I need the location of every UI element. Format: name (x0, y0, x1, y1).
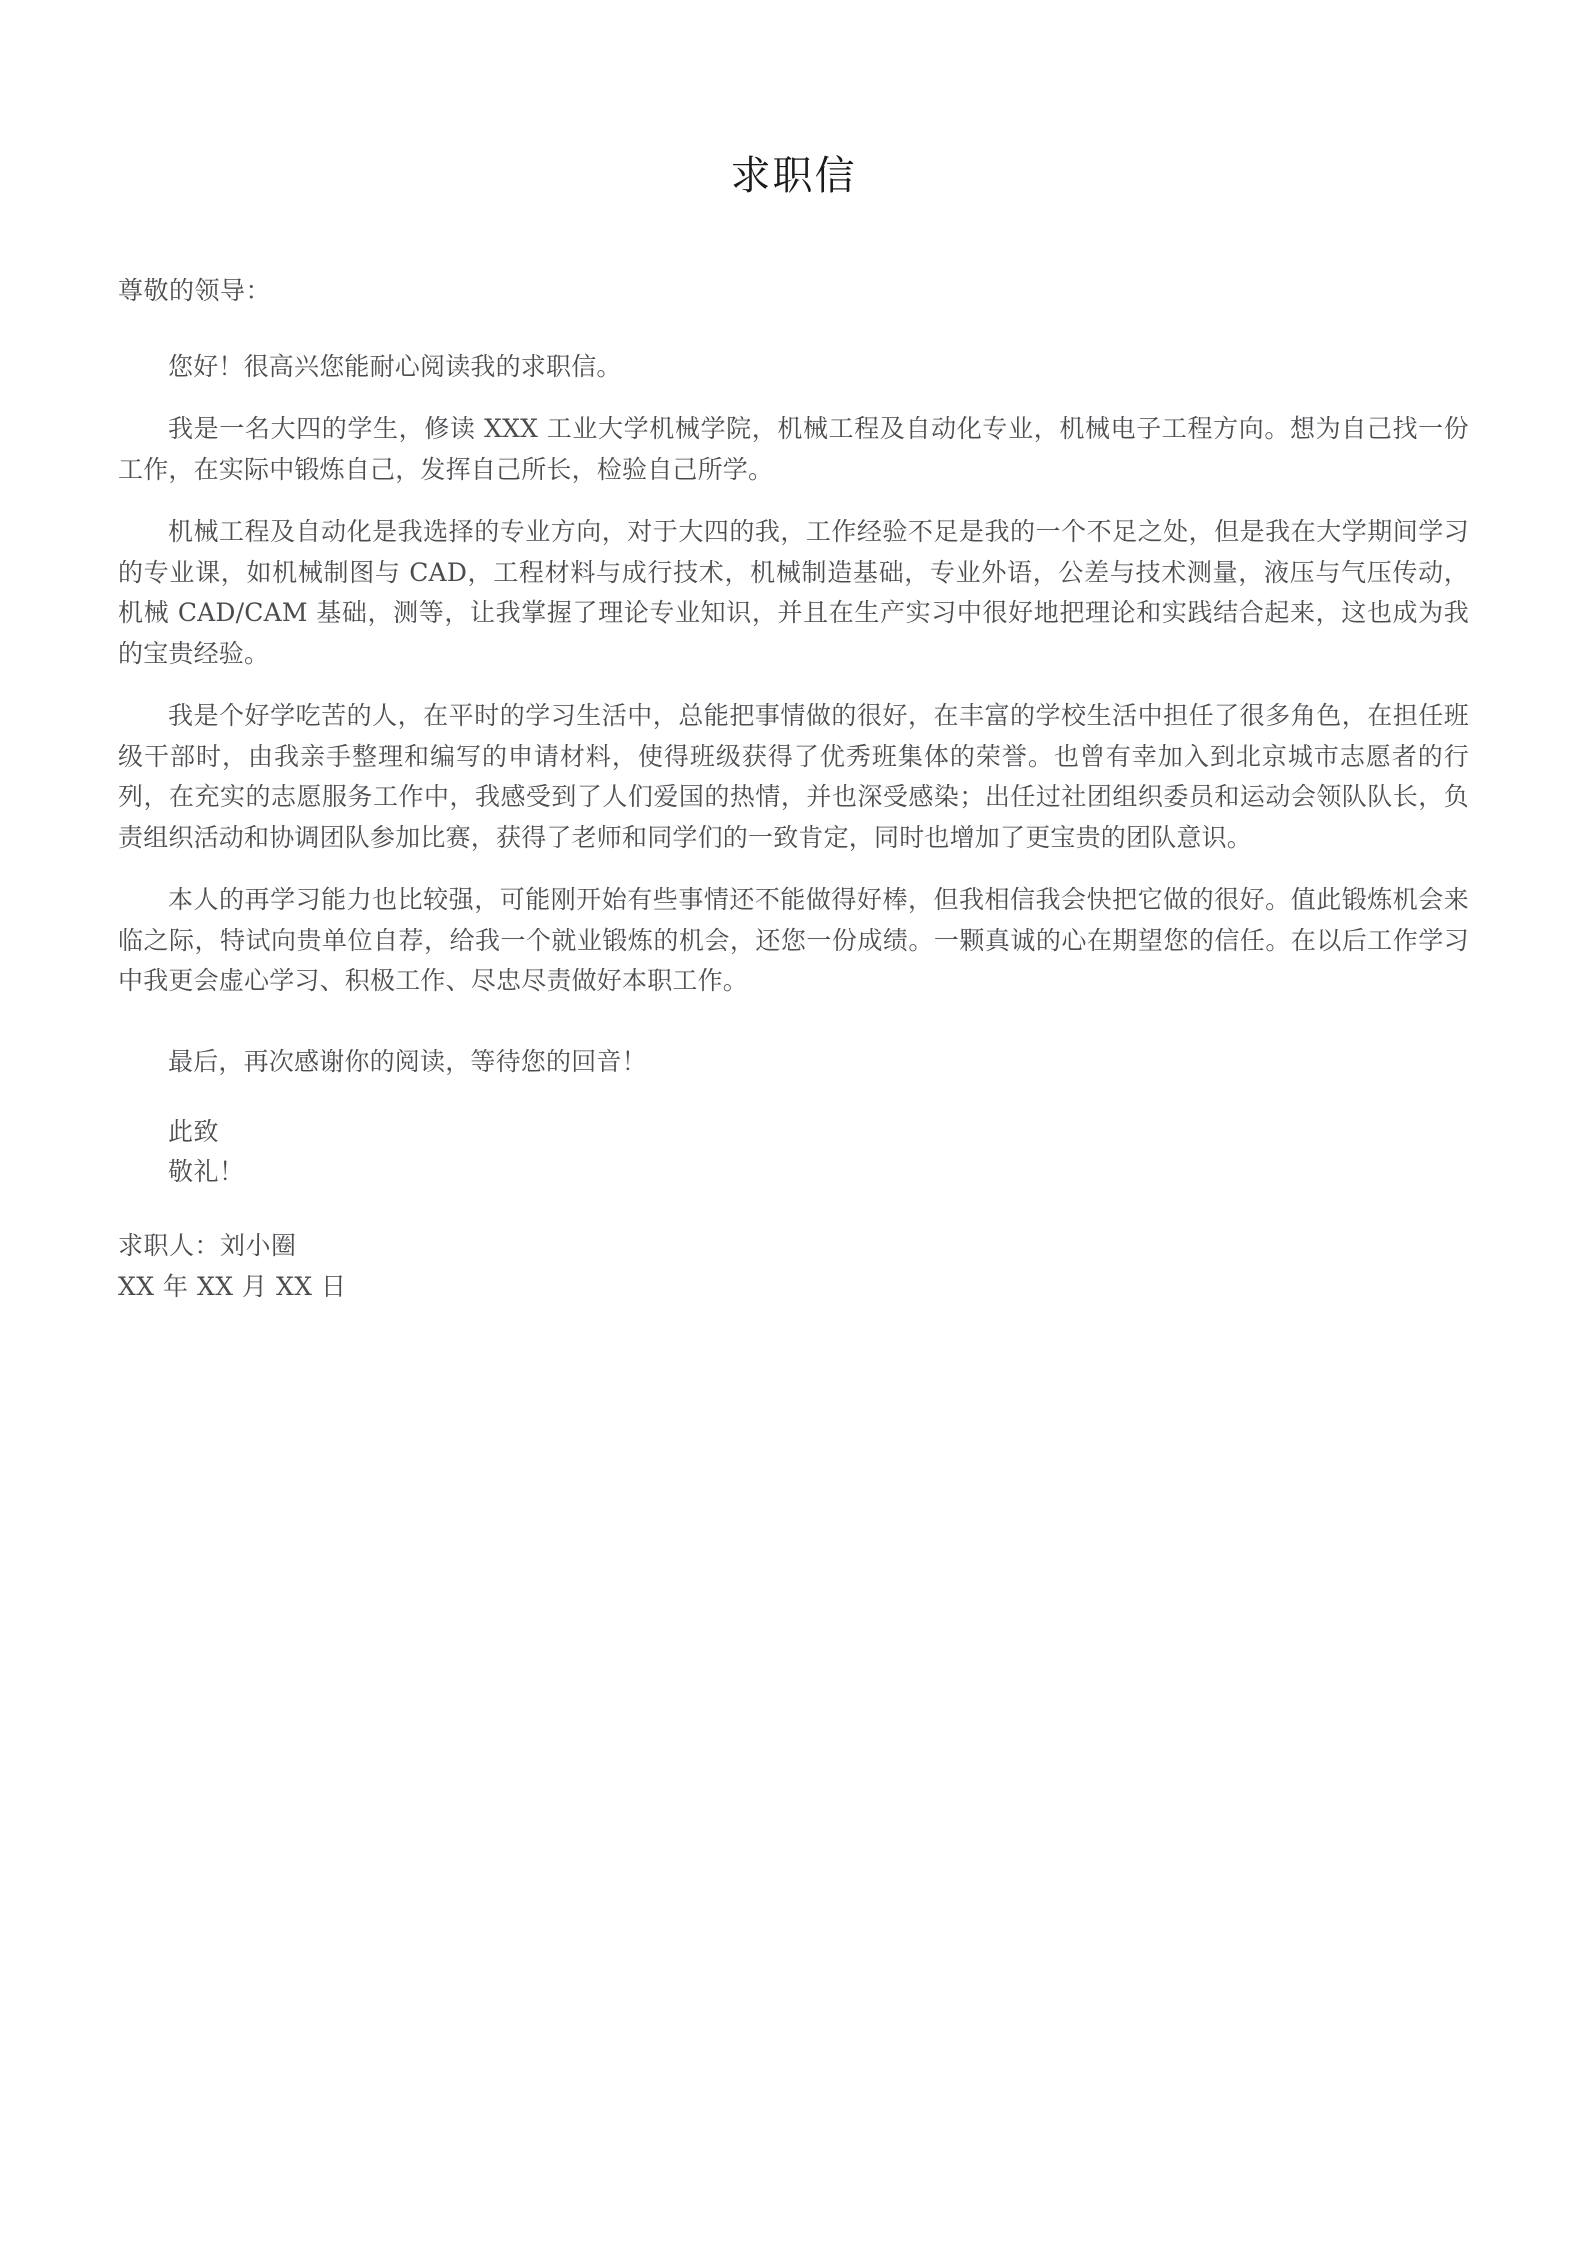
spacer (118, 1024, 1469, 1042)
paragraph-introduction: 我是一名大四的学生，修读 XXX 工业大学机械学院，机械工程及自动化专业，机械电子工程方向。想为自己找一份工作，在实际中锻炼自己，发挥自己所长，检验自己所学。 (118, 414, 1469, 484)
signature-date: XX 年 XX 月 XX 日 (118, 1271, 347, 1301)
paragraph-coursework: 机械工程及自动化是我选择的专业方向，对于大四的我，工作经验不足是我的一个不足之处，但是我在大学期间学习的专业课，如机械制图与 CAD，工程材料与成行技术，机械制造基础，专业外语，公差与技术测量，液压与气压传动，机械 CAD/CAM 基础，测等，让我掌握了理论专业知识，并且在生产实习中很好地把理论和实践结合起来，这也成为我的宝贵经验。 (118, 517, 1469, 668)
paragraph-experience: 我是个好学吃苦的人，在平时的学习生活中，总能把事情做的很好，在丰富的学校生活中担任了很多角色，在担任班级干部时，由我亲手整理和编写的申请材料，使得班级获得了优秀班集体的荣誉。也曾有幸加入到北京城市志愿者的行列，在充实的志愿服务工作中，我感受到了人们爱国的热情，并也深受感染；出任过社团组织委员和运动会领队队长，负责组织活动和协调团队参加比赛，获得了老师和同学们的一致肯定，同时也增加了更宝贵的团队意识。 (118, 701, 1469, 852)
paragraph-thanks: 最后，再次感谢你的阅读，等待您的回音！ (168, 1046, 647, 1076)
paragraph-self-recommendation: 本人的再学习能力也比较强，可能刚开始有些事情还不能做得好棒，但我相信我会快把它做的很好。值此锻炼机会来临之际，特试向贵单位自荐，给我一个就业锻炼的机会，还您一份成绩。一颗真诚的心在期望您的信任。在以后工作学习中我更会虚心学习、积极工作、尽忠尽责做好本职工作。 (118, 885, 1469, 996)
salutation: 尊敬的领导： (118, 276, 272, 305)
closing-block (118, 1112, 1469, 1192)
signature-block (118, 1226, 1469, 1307)
paragraph-greeting: 您好！很高兴您能耐心阅读我的求职信。 (168, 351, 622, 381)
page-title: 求职信 (730, 153, 857, 199)
closing-line-jingli: 敬礼！ (168, 1157, 245, 1187)
closing-line-cizhi: 此致 (168, 1117, 220, 1147)
signature-applicant: 求职人：刘小圈 (118, 1231, 297, 1261)
